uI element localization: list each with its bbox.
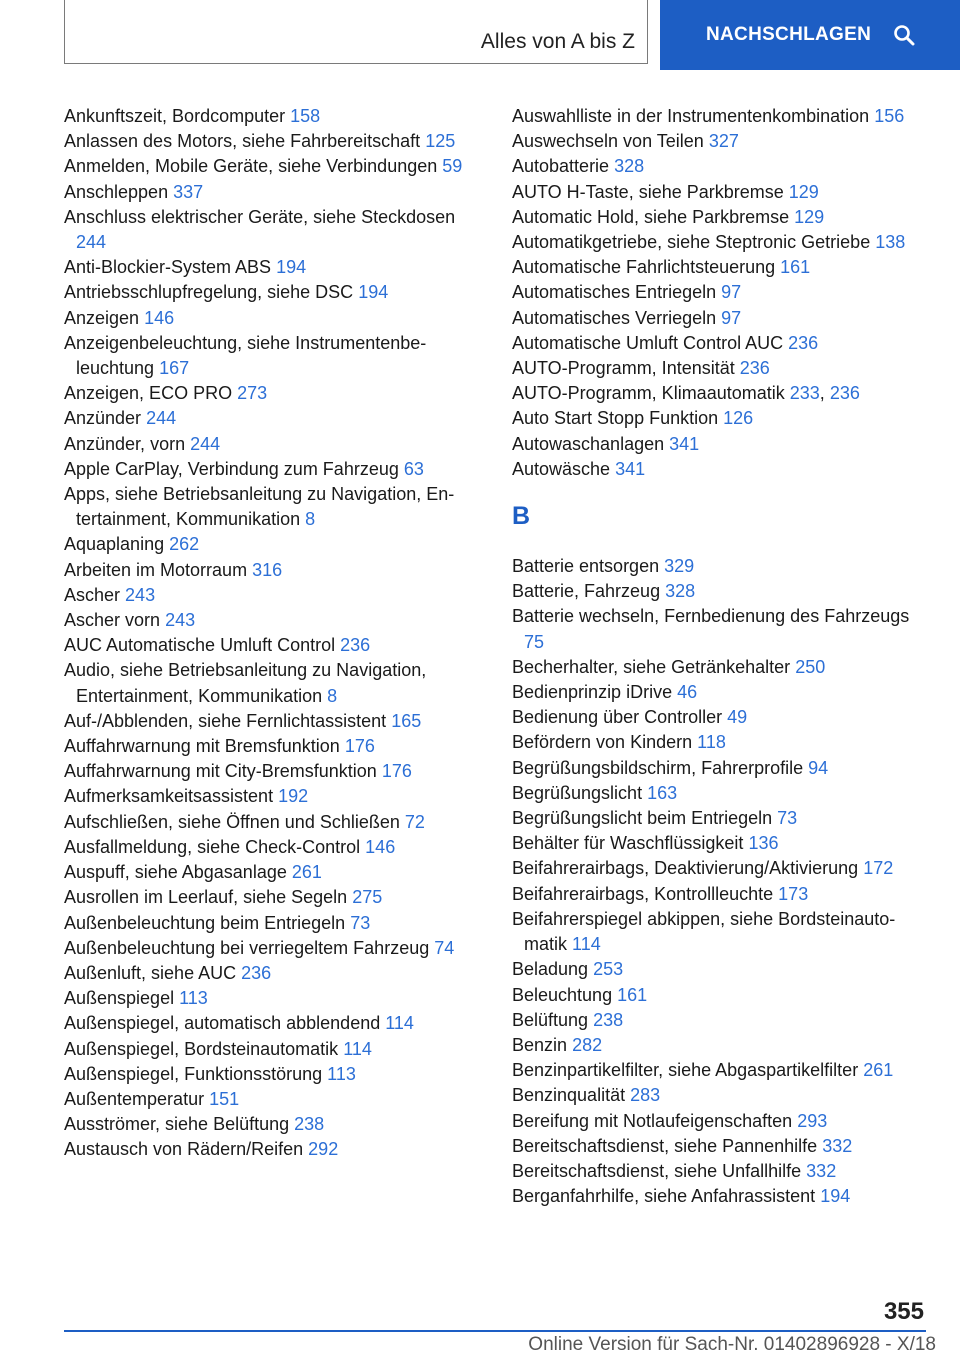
index-entry <box>64 1062 484 1087</box>
index-entry <box>64 1011 484 1036</box>
index-entry-text: Beifahrerspiegel abkippen, siehe Bordsteinautomatik <box>512 908 896 955</box>
index-entry <box>512 1109 922 1134</box>
page-reference-link[interactable]: 151 <box>209 1088 240 1109</box>
index-entry-text: AUC Automatische Umluft Control <box>64 635 336 656</box>
index-entry <box>512 331 922 356</box>
index-entry-text: Behälter für Waschflüssigkeit <box>512 833 744 854</box>
index-entry <box>512 1134 922 1159</box>
index-entry <box>64 986 484 1011</box>
index-entry <box>512 1058 922 1083</box>
index-entry <box>512 756 922 781</box>
page-reference-link[interactable]: 73 <box>350 912 371 933</box>
index-entry <box>512 457 922 482</box>
index-entry <box>512 205 922 230</box>
page-reference-link[interactable]: 114 <box>572 934 601 955</box>
index-entry-text: Beifahrerairbags, Deaktivierung/Aktivierung <box>512 858 859 879</box>
index-entry-text: Bedienung über Controller <box>512 707 723 728</box>
page-reference-link[interactable]: 243 <box>125 584 156 605</box>
index-entry-text: Beleuchtung <box>512 984 613 1005</box>
index-entry-text: Anzünder <box>64 408 142 429</box>
index-entry <box>512 907 922 957</box>
page-reference-link[interactable]: 129 <box>788 181 819 202</box>
page-reference-link[interactable]: 176 <box>344 736 375 757</box>
index-entry: AUTO-Programm, Klimaautomatik 233, 236 <box>512 383 860 404</box>
page-reference-link[interactable]: 167 <box>159 358 190 379</box>
nachschlagen-tab[interactable] <box>660 0 960 70</box>
index-entry <box>64 810 484 835</box>
index-entry <box>512 957 922 982</box>
index-entry-text: Begrüßungslicht <box>512 782 643 803</box>
index-entry-text: Benzin <box>512 1034 568 1055</box>
page-reference-link[interactable]: 192 <box>278 786 309 807</box>
page-reference-link[interactable]: 194 <box>276 257 307 278</box>
index-entry-text: Anzeigenbeleuchtung, siehe Instrumentenbeleuchtung <box>64 332 427 379</box>
page-reference-link[interactable]: 75 <box>524 631 545 652</box>
header-section-box <box>64 0 648 64</box>
index-entry-text: Automatische Umluft Control AUC <box>512 332 784 353</box>
page-reference-link[interactable]: 194 <box>820 1186 851 1207</box>
index-entry <box>512 983 922 1008</box>
index-entry-text: Bereitschaftsdienst, siehe Pannenhilfe <box>512 1135 818 1156</box>
page-reference-link[interactable]: 114 <box>385 1013 414 1034</box>
index-entry-text: AUTO-Programm, Klimaautomatik <box>512 383 785 404</box>
index-entry <box>64 961 484 986</box>
index-entry <box>512 180 922 205</box>
index-entry-text: Anzeigen <box>64 307 140 328</box>
page-reference-link[interactable]: 253 <box>593 959 624 980</box>
page-reference-link[interactable]: 236 <box>739 358 770 379</box>
page-reference-link[interactable]: 244 <box>76 232 107 253</box>
index-entry <box>512 1159 922 1184</box>
index-entry-text: Außenbeleuchtung beim Entriegeln <box>64 912 346 933</box>
index-entry <box>64 306 484 331</box>
index-entry-text: Außenspiegel, Funktionsstörung <box>64 1063 323 1084</box>
index-entry <box>512 432 922 457</box>
index-entry <box>512 882 922 907</box>
index-entry-text: Auswahlliste in der Instrumentenkombination <box>512 106 870 126</box>
index-entry <box>512 806 922 831</box>
page-reference-link[interactable]: 126 <box>723 408 754 429</box>
page-reference-link[interactable]: 328 <box>614 156 645 177</box>
index-entry <box>64 532 484 557</box>
index-list-a-continued <box>512 104 922 482</box>
page-reference-link[interactable]: 8 <box>305 509 316 530</box>
page-reference-link[interactable]: 337 <box>173 181 204 202</box>
page-reference-link[interactable]: 176 <box>381 761 412 782</box>
page-reference-link[interactable]: 244 <box>146 408 177 429</box>
index-entry-text: Außenbeleuchtung bei verriegeltem Fahrzeug <box>64 937 430 958</box>
page-reference-link[interactable]: 97 <box>721 307 742 328</box>
page-reference-link[interactable]: 161 <box>780 257 811 278</box>
page-reference-link[interactable]: 49 <box>727 707 748 728</box>
index-entry <box>64 406 484 431</box>
page-reference-link[interactable]: 316 <box>252 559 283 580</box>
index-entry <box>512 1033 922 1058</box>
index-entry <box>512 406 922 431</box>
page-reference-link[interactable]: 261 <box>291 862 322 883</box>
index-entry-text: Audio, siehe Betriebsanleitung zu Navigation, Entertainment, Kommunikation <box>64 660 427 706</box>
index-entry-text: Außenspiegel, automatisch abblendend <box>64 1013 381 1034</box>
page-reference-link[interactable]: 327 <box>708 131 739 152</box>
index-entry <box>64 129 484 154</box>
index-entry <box>64 759 484 784</box>
page-reference-link[interactable]: 113 <box>179 988 208 1009</box>
index-entry <box>64 658 484 708</box>
index-entry-text: Anmelden, Mobile Geräte, siehe Verbindungen <box>64 156 438 177</box>
index-entry <box>64 835 484 860</box>
index-entry-text: Autowaschanlagen <box>512 433 665 454</box>
index-entry-text: Ausströmer, siehe Belüftung <box>64 1114 290 1135</box>
index-entry-text: Anzünder, vorn <box>64 433 186 454</box>
page-reference-link[interactable]: 243 <box>165 610 196 631</box>
index-entry-text: Batterie wechseln, Fernbedienung des Fahrzeugs <box>512 606 910 627</box>
index-entry-text: Becherhalter, siehe Getränkehalter <box>512 656 791 677</box>
index-entry <box>64 936 484 961</box>
index-entry <box>64 633 484 658</box>
index-entry <box>64 558 484 583</box>
index-entry-text: Apple CarPlay, Verbindung zum Fahrzeug <box>64 458 399 479</box>
page-reference-link[interactable]: 261 <box>863 1060 894 1081</box>
page-reference-link[interactable]: 138 <box>875 232 906 253</box>
index-list-b <box>512 554 922 1209</box>
index-entry <box>512 356 922 381</box>
index-entry-text: Beladung <box>512 959 589 980</box>
index-entry-text: Ankunftszeit, Bordcomputer <box>64 106 286 126</box>
index-entry-text: Anti-Blockier-System ABS <box>64 257 272 278</box>
index-entry <box>64 709 484 734</box>
index-entry-text: Außenluft, siehe AUC <box>64 962 237 983</box>
index-entry-text: Automatisches Entriegeln <box>512 282 717 303</box>
index-entry <box>64 457 484 482</box>
index-entry-text: Auf-/Abblenden, siehe Fernlichtassistent <box>64 710 387 731</box>
page-reference-link[interactable]: 72 <box>404 811 425 832</box>
index-entry-text: Autobatterie <box>512 156 610 177</box>
nachschlagen-tab-label: NACHSCHLAGEN <box>706 24 872 45</box>
page-reference-link[interactable]: 293 <box>797 1110 828 1131</box>
page-reference-link[interactable]: 129 <box>794 206 825 227</box>
index-entry-text: Automatische Fahrlichtsteuerung <box>512 257 776 278</box>
index-entry <box>64 1137 484 1162</box>
index-entry <box>64 583 484 608</box>
index-entry-text: Anschleppen <box>64 181 169 202</box>
index-entry <box>64 885 484 910</box>
page-reference-link[interactable]: 236 <box>788 332 819 353</box>
index-entry <box>64 180 484 205</box>
index-entry-text: Batterie, Fahrzeug <box>512 581 661 602</box>
index-entry-text: Anlassen des Motors, siehe Fahrbereitschaft <box>64 131 421 152</box>
section-letter-b: B <box>512 502 531 531</box>
page-reference-link[interactable]: 273 <box>237 383 268 404</box>
index-entry <box>64 432 484 457</box>
page-number: 355 <box>883 1298 924 1325</box>
page-reference-link[interactable]: 136 <box>748 833 779 854</box>
index-entry-text: Beifahrerairbags, Kontrollleuchte <box>512 883 774 904</box>
index-entry-text: Begrüßungslicht beim Entriegeln <box>512 808 773 829</box>
index-entry-text: Automatisches Verriegeln <box>512 307 717 328</box>
index-entry-text: Auto Start Stopp Funktion <box>512 408 719 429</box>
index-entry-text: Außenspiegel, Bordsteinautomatik <box>64 1038 339 1059</box>
page-reference-link[interactable]: 59 <box>442 156 463 177</box>
index-entry-text: Benzinqualität <box>512 1085 626 1106</box>
index-entry-text: Antriebsschlupfregelung, siehe DSC <box>64 282 354 303</box>
page-reference-link[interactable]: 118 <box>697 732 726 753</box>
index-entry <box>64 255 484 280</box>
index-entry-text: Ascher vorn <box>64 610 161 631</box>
page-reference-link[interactable]: 244 <box>190 433 221 454</box>
index-entry-text: Bereitschaftsdienst, siehe Unfallhilfe <box>512 1160 802 1181</box>
index-entry <box>64 205 484 255</box>
index-entry <box>64 331 484 381</box>
index-entry <box>512 1008 922 1033</box>
index-entry-text: Belüftung <box>512 1009 589 1030</box>
page-reference-link[interactable]: 329 <box>664 556 695 577</box>
page-reference-link[interactable]: 113 <box>327 1063 356 1084</box>
index-entry <box>64 1087 484 1112</box>
page-reference-link[interactable]: 332 <box>806 1160 837 1181</box>
index-entry-text: Bedienprinzip iDrive <box>512 682 673 703</box>
index-entry-text: Aquaplaning <box>64 534 165 555</box>
index-entry-text: Bereifung mit Notlaufeigenschaften <box>512 1110 793 1131</box>
index-entry <box>64 280 484 305</box>
page-reference-link[interactable]: 236 <box>241 962 272 983</box>
index-entry <box>512 1184 922 1209</box>
index-entry <box>512 154 922 179</box>
page-reference-link[interactable]: 282 <box>572 1034 603 1055</box>
index-entry-text: Auspuff, siehe Abgasanlage <box>64 862 287 883</box>
index-entry-text: Anzeigen, ECO PRO <box>64 383 233 404</box>
index-column-left <box>64 104 484 1163</box>
index-entry-text: Auswechseln von Teilen <box>512 131 704 152</box>
page-reference-link[interactable]: 63 <box>403 458 424 479</box>
index-entry-text: Austausch von Rädern/Reifen <box>64 1139 304 1160</box>
index-entry-text: Arbeiten im Motorraum <box>64 559 248 580</box>
page-reference-link[interactable]: 97 <box>721 282 742 303</box>
index-entry <box>512 230 922 255</box>
index-entry-text: Automatikgetriebe, siehe Steptronic Getriebe <box>512 232 871 253</box>
search-icon[interactable] <box>893 24 915 46</box>
page-reference-link[interactable]: 125 <box>425 131 456 152</box>
index-entry-text: Ausfallmeldung, siehe Check-Control <box>64 836 361 857</box>
index-entry <box>64 1037 484 1062</box>
page-reference-link[interactable]: 172 <box>863 858 894 879</box>
page-reference-link[interactable]: 275 <box>352 887 383 908</box>
index-entry <box>64 911 484 936</box>
online-version-note: Online Version für Sach-Nr. 01402896928 - X/18 <box>528 1334 936 1355</box>
page-reference-link[interactable]: 341 <box>615 458 646 479</box>
index-entry-text: Ascher <box>64 584 121 605</box>
index-entry-text: Autowäsche <box>512 458 611 479</box>
page-reference-link[interactable]: 236 <box>340 635 371 656</box>
index-entry-text: Automatic Hold, siehe Parkbremse <box>512 206 790 227</box>
page-reference-link[interactable]: 165 <box>391 710 422 731</box>
page-reference-link[interactable]: 161 <box>617 984 648 1005</box>
index-column-right <box>512 104 922 1209</box>
index-entry <box>512 280 922 305</box>
section-title: Alles von A bis Z <box>480 30 635 53</box>
index-entry-text: Aufschließen, siehe Öffnen und Schließen <box>64 811 400 832</box>
index-entry-text: Auffahrwarnung mit City-Bremsfunktion <box>64 761 377 782</box>
index-entry <box>512 306 922 331</box>
index-entry-text: Aufmerksamkeitsassistent <box>64 786 274 807</box>
index-entry <box>512 680 922 705</box>
page-reference-link[interactable]: 46 <box>677 682 698 703</box>
page-reference-link[interactable]: 238 <box>593 1009 624 1030</box>
index-entry-text: Außentemperatur <box>64 1088 205 1109</box>
page-reference-link[interactable]: 74 <box>434 937 455 958</box>
page-reference-link[interactable]: 73 <box>777 808 798 829</box>
page-reference-link[interactable]: 250 <box>795 656 826 677</box>
page-reference-link[interactable]: 238 <box>294 1114 325 1135</box>
index-entry-text: Benzinpartikelfilter, siehe Abgaspartikelfilter <box>512 1060 859 1081</box>
index-entry <box>64 104 484 129</box>
page-reference-link[interactable]: 146 <box>144 307 175 328</box>
index-entry-text: Auffahrwarnung mit Bremsfunktion <box>64 736 340 757</box>
index-entry <box>512 554 922 579</box>
index-entry <box>64 1112 484 1137</box>
page-reference-link[interactable]: 8 <box>327 685 338 706</box>
index-entry <box>512 579 922 604</box>
page-reference-link[interactable]: 233 <box>789 383 820 404</box>
index-entry <box>512 831 922 856</box>
index-entry-text: Begrüßungsbildschirm, Fahrerprofile <box>512 757 804 778</box>
index-entry <box>512 655 922 680</box>
index-entry-text: Apps, siehe Betriebsanleitung zu Navigation, Entertainment, Kommunikation <box>64 484 455 530</box>
index-entry-text: AUTO-Programm, Intensität <box>512 358 735 379</box>
page-reference-link[interactable]: 194 <box>358 282 389 303</box>
page-reference-link[interactable]: 332 <box>822 1135 853 1156</box>
index-entry <box>64 381 484 406</box>
footer-divider <box>64 1330 926 1332</box>
page-reference-link[interactable]: 328 <box>665 581 696 602</box>
page-reference-link[interactable]: 341 <box>669 433 700 454</box>
index-entry-text: Berganfahrhilfe, siehe Anfahrassistent <box>512 1186 816 1207</box>
page-reference-link[interactable]: 146 <box>365 836 396 857</box>
index-entry <box>512 856 922 881</box>
page-reference-link[interactable]: 283 <box>630 1085 661 1106</box>
index-entry-text: AUTO H-Taste, siehe Parkbremse <box>512 181 784 202</box>
page-reference-link[interactable]: 262 <box>169 534 200 555</box>
index-entry <box>512 705 922 730</box>
page-reference-link[interactable]: 156 <box>874 106 905 126</box>
page-reference-link[interactable]: 173 <box>778 883 809 904</box>
index-entry <box>64 734 484 759</box>
index-entry <box>64 608 484 633</box>
index-entry <box>64 154 484 179</box>
page-reference-link[interactable]: 163 <box>647 782 678 803</box>
index-entry <box>512 129 922 154</box>
page-reference-link[interactable]: 158 <box>290 106 321 126</box>
index-entry <box>64 482 484 532</box>
index-entry-text: Anschluss elektrischer Geräte, siehe Steckdosen <box>64 206 456 227</box>
page-reference-link[interactable]: 94 <box>808 757 829 778</box>
page-reference-link[interactable]: 114 <box>343 1038 372 1059</box>
index-entry <box>512 730 922 755</box>
page-reference-link[interactable]: 292 <box>308 1139 339 1160</box>
index-entry <box>64 860 484 885</box>
index-entry <box>512 1083 922 1108</box>
index-entry <box>512 104 922 129</box>
index-entry-text: Batterie entsorgen <box>512 556 660 577</box>
index-entry-text: Ausrollen im Leerlauf, siehe Segeln <box>64 887 348 908</box>
index-entry <box>512 255 922 280</box>
index-entry <box>64 784 484 809</box>
index-entry <box>512 781 922 806</box>
page-reference-link[interactable]: 236 <box>829 383 860 404</box>
index-entry <box>512 604 922 654</box>
index-entry-text: Außenspiegel <box>64 988 175 1009</box>
index-entry-text: Befördern von Kindern <box>512 732 693 753</box>
